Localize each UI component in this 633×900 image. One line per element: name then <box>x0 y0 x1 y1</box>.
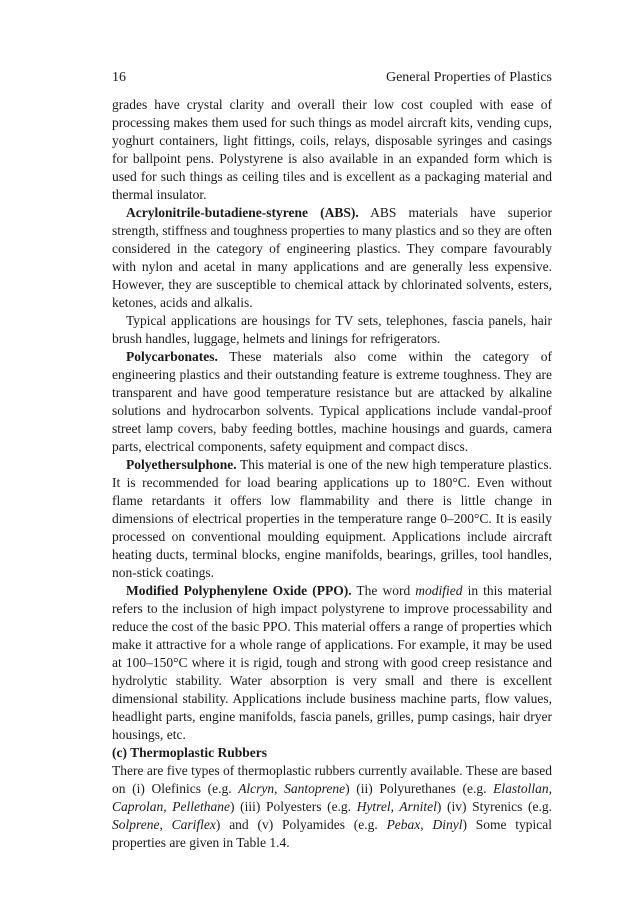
tr-italic-1: Alcryn, Santoprene <box>238 781 346 796</box>
paragraph-polycarbonates <box>112 348 552 456</box>
running-title: General Properties of Plastics <box>385 70 552 85</box>
tr-italic-4: Solprene, Cariflex <box>112 817 216 832</box>
paragraph-abs-applications: Typical applications are housings for TV sets, telephones, fascia panels, hair brush handles, luggage, helmets and linings for refrigerators. <box>112 313 552 346</box>
tr-text-6: ) Some typical properties are given in Table 1.4. <box>112 817 553 850</box>
tr-text-2: ) (ii) Polyurethanes (e.g. <box>345 781 494 796</box>
page-number: 16 <box>112 70 126 85</box>
text-polycarbonates: These materials also come within the category of engineering plastics and their outstanding feature is extreme toughness. They are transparent and have good temperature resistance but are attacked by alkaline solutions and hydrocarbon solvents. Typical applications include vandal-proof street lamp covers, baby feeding bottles, machine housings and guards, camera parts, electrical components, safety equipment and compact discs. <box>112 349 552 454</box>
tr-text-5: ) and (v) Polyamides (e.g. <box>215 817 387 832</box>
paragraph-polystyrene: grades have crystal clarity and overall their low cost coupled with ease of processing makes them used for such things as model aircraft kits, vending cups, yoghurt containers, light fittings, coils, relays, disposable syringes and casings for ballpoint pens. Polystyrene is also available in an expanded form which is used for such things as ceiling tiles and is excellent as a packaging material and thermal insulator. <box>112 97 552 202</box>
page-header <box>112 68 552 88</box>
heading-polycarbonates: Polycarbonates. <box>126 349 218 364</box>
paragraph-polyethersulphone <box>112 456 552 582</box>
text-abs: ABS materials have superior strength, stiffness and toughness properties to many plastics and so they are often considered in the category of engineering plastics. They compare favourably with nylon and acetal in many applications and are generally less expensive. However, they are susceptible to chemical attack by chlorinated solvents, esters, ketones, acids and alkalis. <box>112 205 552 310</box>
paragraph-thermoplastic-rubbers <box>112 762 552 852</box>
text-ppo-italic: modified <box>415 583 463 598</box>
paragraph-ppo <box>112 582 552 744</box>
tr-italic-3: Hytrel, Arnitel <box>356 799 437 814</box>
paragraph-abs <box>112 204 552 312</box>
text-ppo-b: in this material refers to the inclusion of high impact polystyrene to improve processability and reduce the cost of the basic PPO. This material offers a range of properties which make it attractive for a whole range of applications. For example, it may be used at 100–150°C where it is rigid, tough and strong with good creep resistance and hydrolytic stability. Water absorption is very small and there is excellent dimensional stability. Applications include business machine parts, flow values, headlight parts, engine manifolds, fascia panels, grilles, pump casings, hair dryer housings, etc. <box>112 583 552 742</box>
heading-ppo: Modified Polyphenylene Oxide (PPO). <box>126 583 352 598</box>
section-heading-thermoplastic-rubbers: (c) Thermoplastic Rubbers <box>112 745 267 760</box>
heading-abs: Acrylonitrile-butadiene-styrene (ABS). <box>126 205 359 220</box>
heading-polyethersulphone: Polyethersulphone. <box>126 457 237 472</box>
tr-italic-2: Elastollan, Caprolan, Pellethane <box>112 781 552 814</box>
text-polyethersulphone: This material is one of the new high temperature plastics. It is recommended for load bearing applications up to 180°C. Even without flame retardants it offers low flammability and there is little change in dimensions of electrical properties in the temperature range 0–200°C. It is easily processed on conventional moulding equipment. Applications include aircraft heating ducts, terminal blocks, engine manifolds, bearings, grilles, tool handles, non-stick coatings. <box>112 457 552 580</box>
body-text <box>112 96 552 852</box>
tr-text-3: ) (iii) Polyesters (e.g. <box>229 799 357 814</box>
text-ppo-a: The word <box>351 583 416 598</box>
tr-text-1: There are five types of thermoplastic rubbers currently available. These are based on (i) Olefinics (e.g. <box>112 763 552 796</box>
tr-text-4: ) (iv) Styrenics (e.g. <box>436 799 552 814</box>
tr-italic-5: Pebax, Dinyl <box>386 817 463 832</box>
